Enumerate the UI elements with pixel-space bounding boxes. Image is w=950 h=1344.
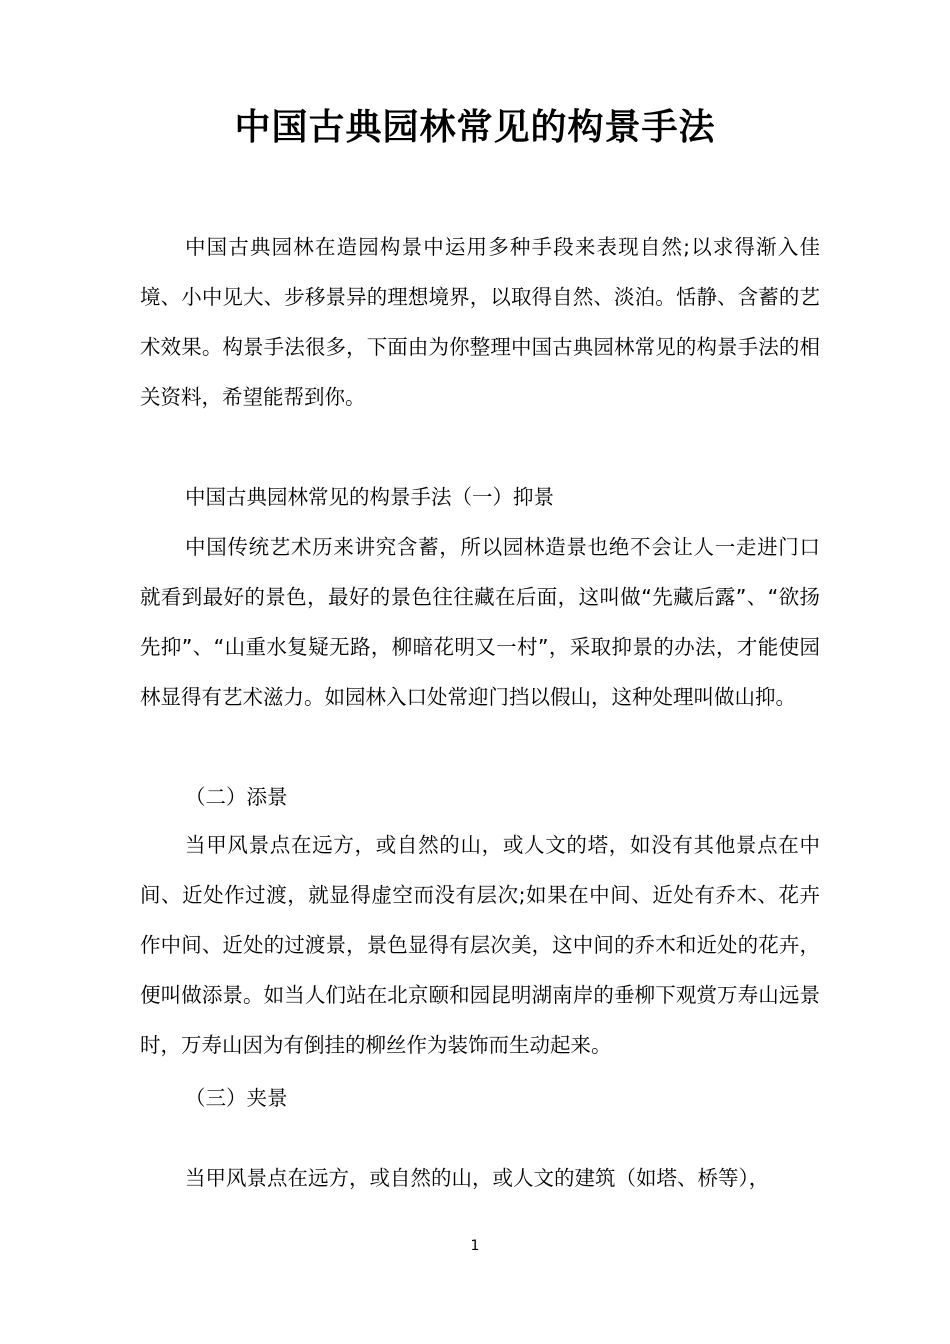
intro-paragraph: 中国古典园林在造园构景中运用多种手段来表现自然;以求得渐入佳境、小中见大、步移景异的理想境界，以取得自然、淡泊。恬静、含蓄的艺术效果。构景手法很多，下面由为你整理中国古典园林常见的构景手法的相关资料，希望能帮到你。	[140, 235, 820, 409]
section-body-2: 当甲风景点在远方，或自然的山，或人文的塔，如没有其他景点在中间、近处作过渡，就显得虚空而没有层次;如果在中间、近处有乔木、花卉作中间、近处的过渡景，景色显得有层次美，这中间的乔木和近处的花卉，便叫做添景。如当人们站在北京颐和园昆明湖南岸的垂柳下观赏万寿山远景时，万寿山因为有倒挂的柳丝作为装饰而生动起来。	[140, 833, 820, 1057]
section-heading-1: 中国古典园林常见的构景手法（一）抑景	[185, 485, 554, 509]
page-number: 1	[470, 1238, 480, 1254]
page-title: 中国古典园林常见的构景手法	[234, 107, 716, 148]
section-body-1: 中国传统艺术历来讲究含蓄，所以园林造景也绝不会让人一走进门口就看到最好的景色，最好的景色往往藏在后面，这叫做“先藏后露”、“欲扬先抑”、“山重水复疑无路，柳暗花明又一村”，采取抑景的办法，才能使园林显得有艺术滋力。如园林入口处常迎门挡以假山，这种处理叫做山抑。	[140, 535, 820, 709]
section-body-3: 当甲风景点在远方，或自然的山，或人文的建筑（如塔、桥等），	[185, 1166, 770, 1190]
section-heading-2: （二）添景	[185, 785, 288, 809]
section-heading-3: （三）夹景	[185, 1086, 288, 1110]
